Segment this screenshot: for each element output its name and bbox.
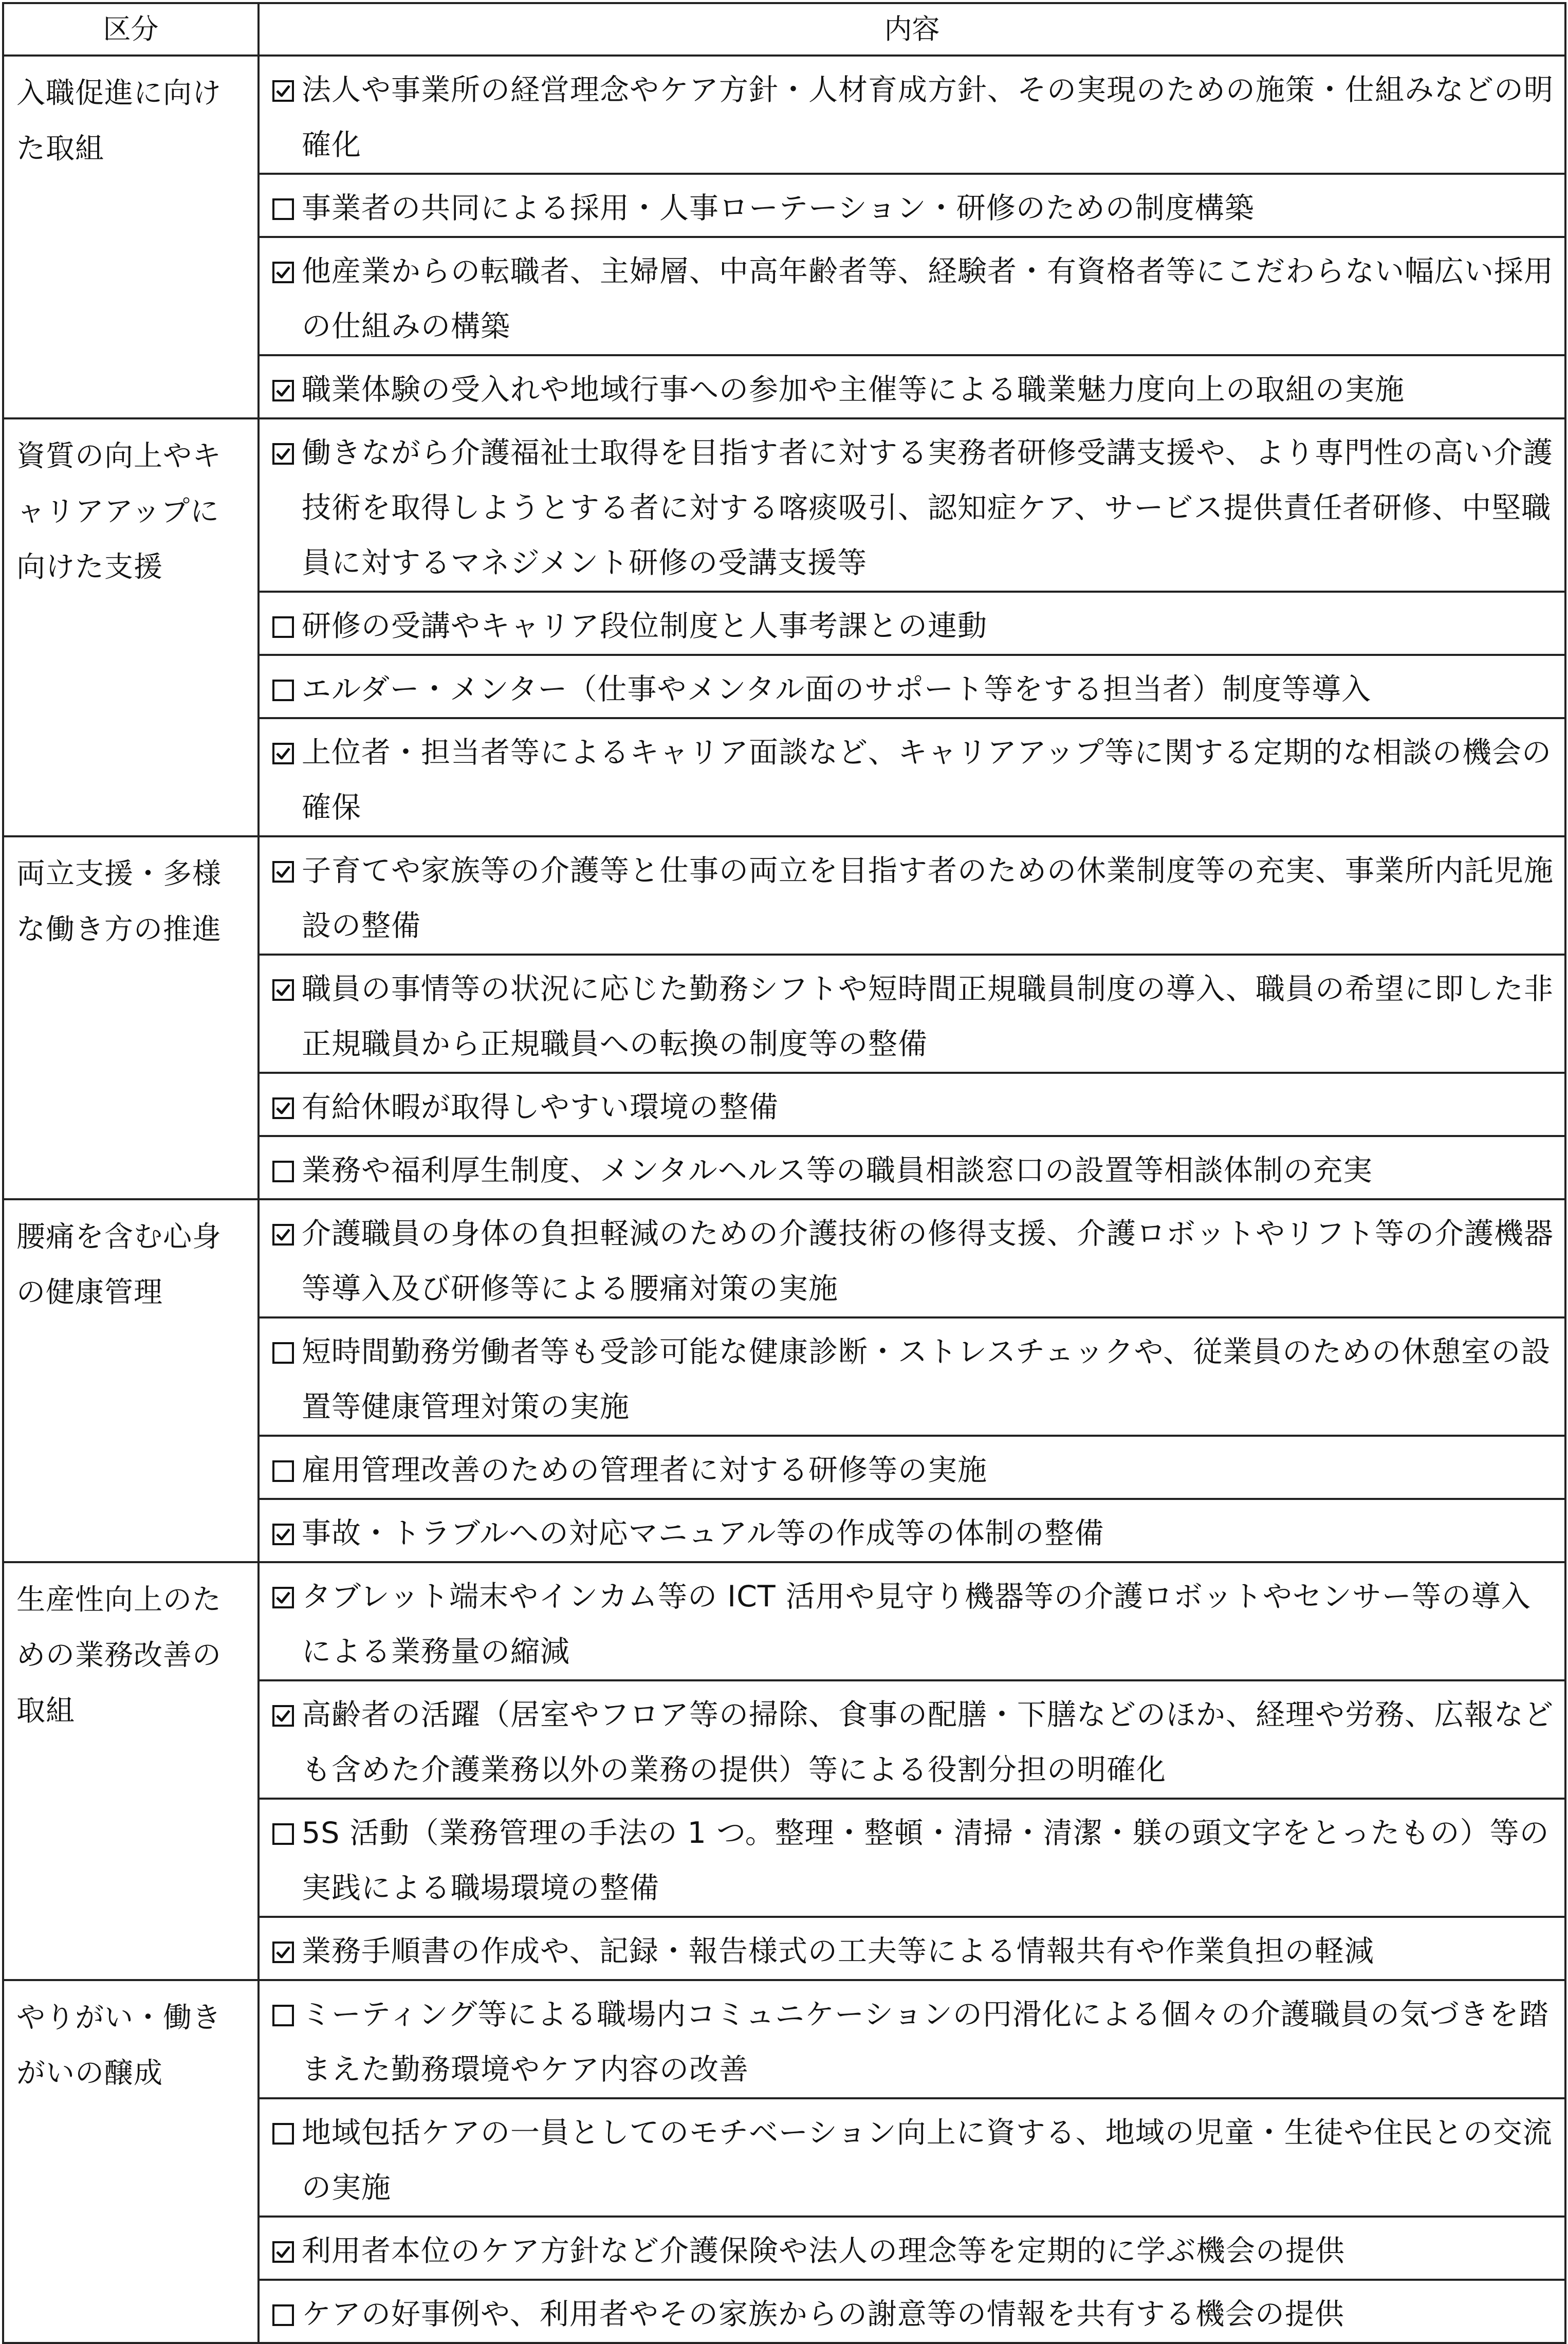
unchecked-box-icon [272, 1325, 302, 1380]
content-cell [259, 174, 1565, 237]
item-text: 職員の事情等の状況に応じた勤務シフトや短時間正規職員制度の導入、職員の希望に即した非正規職員から正規職員への転換の制度等の整備 [302, 972, 1554, 1061]
table-row [3, 56, 1565, 174]
header-row [3, 3, 1565, 56]
checked-box-icon [272, 426, 302, 481]
content-cell [259, 655, 1565, 718]
checked-box-icon [272, 244, 302, 299]
item-text: 法人や事業所の経営理念やケア方針・人材育成方針、その実現のための施策・仕組みなどの明確化 [302, 73, 1554, 162]
item-text: 介護職員の身体の負担軽減のための介護技術の修得支援、介護ロボットやリフト等の介護機器等導入及び研修等による腰痛対策の実施 [302, 1217, 1554, 1306]
item-text: 雇用管理改善のための管理者に対する研修等の実施 [302, 1453, 987, 1487]
item-text: 事業者の共同による採用・人事ローテーション・研修のための制度構築 [302, 191, 1255, 225]
checked-box-icon [272, 1924, 302, 1979]
content-cell [259, 1499, 1565, 1562]
unchecked-box-icon [272, 662, 302, 717]
content-cell [259, 2280, 1565, 2343]
checked-box-icon [272, 2224, 302, 2279]
item-text: 有給休暇が取得しやすい環境の整備 [302, 1090, 779, 1124]
table-row [3, 418, 1565, 592]
content-cell [259, 1317, 1565, 1436]
content-cell [259, 955, 1565, 1073]
item-text: 業務手順書の作成や、記録・報告様式の工夫等による情報共有や作業負担の軽減 [302, 1934, 1374, 1968]
unchecked-box-icon [272, 181, 302, 236]
item-text: タブレット端末やインカム等の ICT 活用や見守り機器等の介護ロボットやセンサー等の導入による業務量の縮減 [302, 1580, 1531, 1669]
table-row [3, 836, 1565, 955]
checked-box-icon [272, 63, 302, 118]
unchecked-box-icon [272, 2287, 302, 2342]
content-cell [259, 2217, 1565, 2280]
unchecked-box-icon [272, 2105, 302, 2160]
category-cell: 入職促進に向けた取組 [3, 56, 259, 418]
unchecked-box-icon [272, 1806, 302, 1861]
item-text: 子育てや家族等の介護等と仕事の両立を目指す者のための休業制度等の充実、事業所内託児施設の整備 [302, 854, 1554, 943]
content-cell [259, 1799, 1565, 1917]
item-text: ケアの好事例や、利用者やその家族からの謝意等の情報を共有する機会の提供 [302, 2297, 1344, 2331]
content-cell [259, 592, 1565, 655]
checked-box-icon [272, 844, 302, 899]
unchecked-box-icon [272, 1987, 302, 2042]
item-text: 働きながら介護福祉士取得を目指す者に対する実務者研修受講支援や、より専門性の高い介護技術を取得しようとする者に対する喀痰吸引、認知症ケア、サービス提供責任者研修、中堅職員に対するマネジメント研修の受講支援等 [302, 436, 1553, 580]
unchecked-box-icon [272, 1143, 302, 1198]
item-text: エルダー・メンター（仕事やメンタル面のサポート等をする担当者）制度等導入 [302, 672, 1372, 706]
item-text: 研修の受講やキャリア段位制度と人事考課との連動 [302, 609, 987, 643]
checked-box-icon [272, 962, 302, 1017]
item-text: 他産業からの転職者、主婦層、中高年齢者等、経験者・有資格者等にこだわらない幅広い採用の仕組みの構築 [302, 254, 1554, 343]
content-cell [259, 1073, 1565, 1136]
content-cell [259, 836, 1565, 955]
content-cell [259, 1136, 1565, 1199]
category-cell: 生産性向上のための業務改善の取組 [3, 1562, 259, 1980]
content-cell [259, 1680, 1565, 1799]
content-cell [259, 1980, 1565, 2098]
category-cell: 資質の向上やキャリアアップに向けた支援 [3, 418, 259, 836]
checked-box-icon [272, 1506, 302, 1561]
category-cell: 腰痛を含む心身の健康管理 [3, 1199, 259, 1562]
item-text: 5S 活動（業務管理の手法の 1 つ。整理・整頓・清掃・清潔・躾の頭文字をとったもの）等の実践による職場環境の整備 [302, 1816, 1549, 1905]
checked-box-icon [272, 725, 302, 780]
checked-box-icon [272, 1080, 302, 1135]
content-cell [259, 418, 1565, 592]
content-cell [259, 1562, 1565, 1680]
checked-box-icon [272, 1206, 302, 1261]
content-cell [259, 355, 1565, 418]
header-category: 区分 [3, 3, 259, 56]
unchecked-box-icon [272, 599, 302, 654]
content-cell [259, 237, 1565, 355]
content-cell [259, 1199, 1565, 1317]
item-text: 高齢者の活躍（居室やフロア等の掃除、食事の配膳・下膳などのほか、経理や労務、広報なども含めた介護業務以外の業務の提供）等による役割分担の明確化 [302, 1698, 1554, 1787]
table-row [3, 1980, 1565, 2098]
item-text: ミーティング等による職場内コミュニケーションの円滑化による個々の介護職員の気づきを踏まえた勤務環境やケア内容の改善 [302, 1998, 1549, 2086]
checked-box-icon [272, 1569, 302, 1624]
table-row [3, 1199, 1565, 1317]
content-cell [259, 2098, 1565, 2217]
measures-table [2, 2, 1566, 2344]
item-text: 上位者・担当者等によるキャリア面談など、キャリアアップ等に関する定期的な相談の機会の確保 [302, 736, 1552, 825]
content-cell [259, 1917, 1565, 1980]
table-body [3, 56, 1565, 2343]
item-text: 業務や福利厚生制度、メンタルヘルス等の職員相談窓口の設置等相談体制の充実 [302, 1153, 1373, 1187]
content-cell [259, 718, 1565, 836]
category-cell: 両立支援・多様な働き方の推進 [3, 836, 259, 1199]
item-text: 地域包括ケアの一員としてのモチベーション向上に資する、地域の児童・生徒や住民との交流の実施 [302, 2116, 1553, 2205]
table-row [3, 1562, 1565, 1680]
item-text: 利用者本位のケア方針など介護保険や法人の理念等を定期的に学ぶ機会の提供 [302, 2234, 1345, 2268]
item-text: 職業体験の受入れや地域行事への参加や主催等による職業魅力度向上の取組の実施 [302, 373, 1405, 407]
header-content: 内容 [259, 3, 1565, 56]
checked-box-icon [272, 1688, 302, 1743]
category-cell: やりがい・働きがいの醸成 [3, 1980, 259, 2343]
item-text: 事故・トラブルへの対応マニュアル等の作成等の体制の整備 [302, 1516, 1104, 1550]
checked-box-icon [272, 362, 302, 417]
unchecked-box-icon [272, 1443, 302, 1498]
item-text: 短時間勤務労働者等も受診可能な健康診断・ストレスチェックや、従業員のための休憩室の設置等健康管理対策の実施 [302, 1335, 1551, 1424]
content-cell [259, 56, 1565, 174]
content-cell [259, 1436, 1565, 1499]
